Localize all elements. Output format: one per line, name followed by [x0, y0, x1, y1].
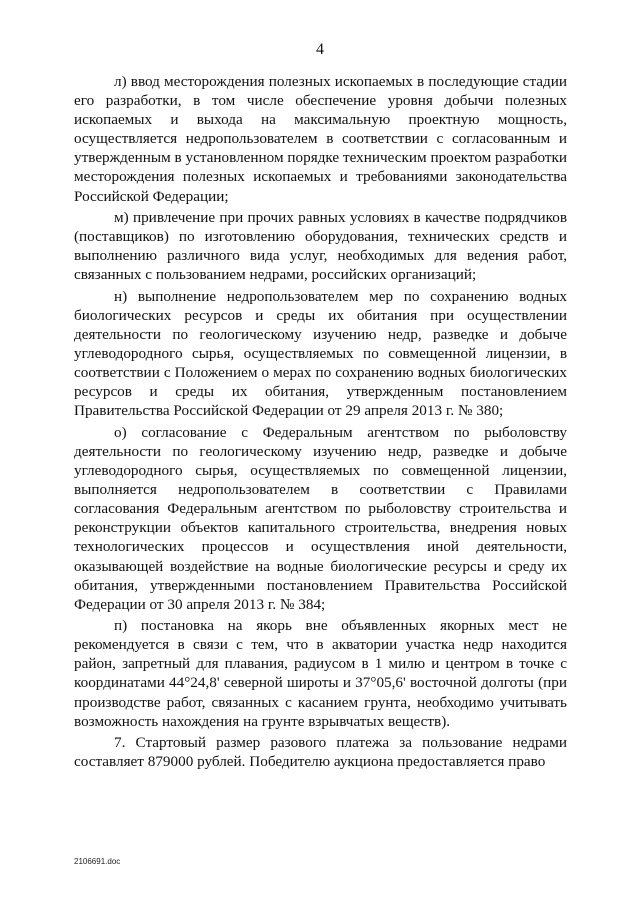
footer-filename: 2106691.doc	[74, 857, 121, 866]
paragraph-n: н) выполнение недропользователем мер по сохранению водных биологических ресурсов и среды их обитания при осуществлении деятельности по геологическому изучению недр, разведке и добыче углеводородного сырья, осуществляемых по совмещенной лицензии, в соответствии с Положением о мерах по сохранению водных биологических ресурсов и среды их обитания, утвержденным постановлением Правительства Российской Федерации от 29 апреля 2013 г. № 380;	[74, 287, 567, 420]
paragraph-p: п) постановка на якорь вне объявленных якорных мест не рекомендуется в связи с тем, что в акватории участка недр находится район, запретный для плавания, радиусом в 1 милю и центром в точке с координатами 44°24,8' северной широты и 37°05,6' восточной долготы (при производстве работ, связанных с касанием грунта, необходимо учитывать возможность нахождения на грунте взрывчатых веществ).	[74, 617, 567, 730]
paragraph-7: 7. Стартовый размер разового платежа за пользование недрами составляет 879000 рублей. Победителю аукциона предоставляется право	[74, 734, 567, 771]
paragraph-l: л) ввод месторождения полезных ископаемых в последующие стадии его разработки, в том числе обеспечение уровня добычи полезных ископаемых и выхода на максимальную проектную мощность, осуществляется недропользователем в соответствии с согласованным и утвержденным в установленном порядке техническим проектом разработки месторождения полезных ископаемых и требованиями законодательства Российской Федерации;	[74, 73, 567, 205]
paragraph-o: о) согласование с Федеральным агентством по рыболовству деятельности по геологическому изучению недр, разведке и добыче углеводородного сырья, осуществляемых по совмещенной лицензии, выполняется недропользователем в соответствии с Правилами согласования Федеральным агентством по рыболовству строительства и реконструкции объектов капитального строительства, внедрения новых технологических процессов и осуществления иной деятельности, оказывающей воздействие на водные биологические ресурсы и среду их обитания, утвержденными постановлением Правительства Российской Федерации от 30 апреля 2013 г. № 384;	[74, 423, 567, 613]
page-number: 4	[316, 41, 324, 58]
paragraph-m: м) привлечение при прочих равных условиях в качестве подрядчиков (поставщиков) по изготовлению оборудования, технических средств и выполнению различного вида услуг, необходимых для ведения работ, связанных с пользованием недрами, российских организаций;	[74, 209, 567, 284]
document-body	[74, 72, 567, 771]
